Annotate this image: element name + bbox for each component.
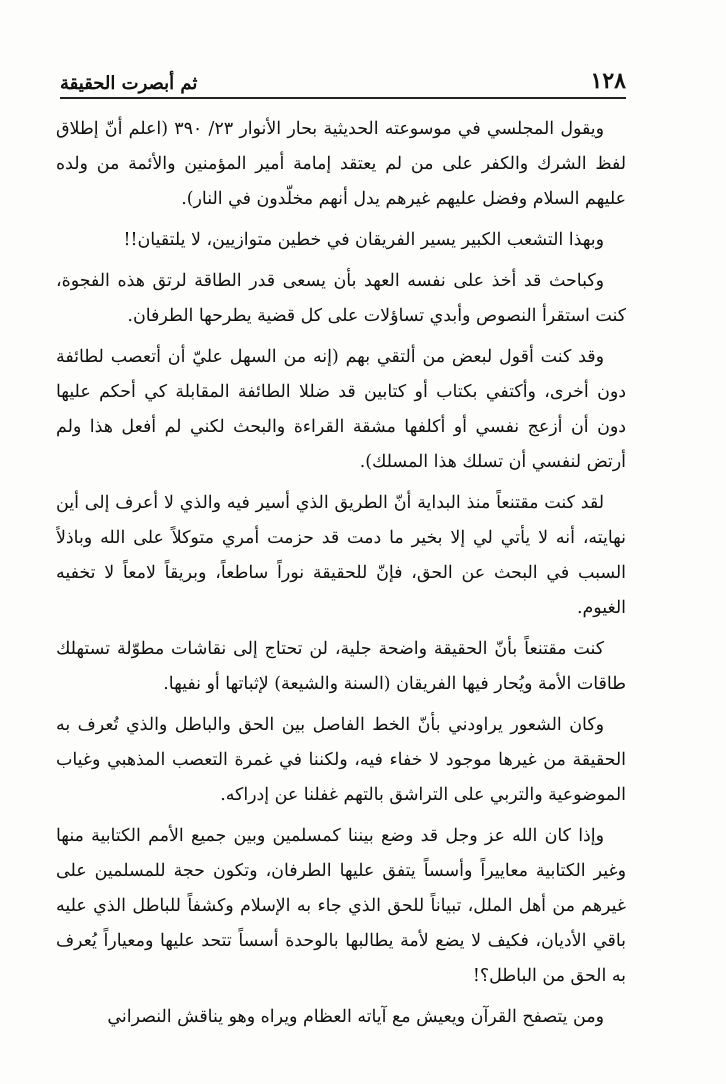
paragraph-7: وكان الشعور يراودني بأنّ الخط الفاصل بين الحق والباطل والذي تُعرف به الحقيقة من غيرها موجود لا خفاء فيه، ولكننا في غمرة التعصب المذهبي وغياب الموضوعية والتربي على التراشق بالتهم غفلنا عن إدراكه. <box>56 715 626 805</box>
paragraph-3: وكباحث قد أخذ على نفسه العهد بأن يسعى قدر الطاقة لرتق هذه الفجوة، كنت استقرأ النصوص وأبدي تساؤلات على كل قضية يطرحها الطرفان. <box>56 271 626 326</box>
page-number: ١٢٨ <box>590 68 626 94</box>
paragraph-8: وإذا كان الله عز وجل قد وضع بيننا كمسلمين وبين جميع الأمم الكتابية منها وغير الكتابية معاييراً وأسساً يتفق عليها الطرفان، وتكون حجة للمسلمين على غيرهم من أهل الملل، تبياناً للحق الذي جاء به الإسلام وكشفاً للباطل الذي عليه باقي الأديان، فكيف لا يضع لأمة يطالبها بالوحدة أسساً تتحد عليها ومعياراً يُعرف به الحق من الباطل؟! <box>56 826 626 986</box>
body-text <box>56 112 626 1064</box>
page-header <box>60 62 626 94</box>
running-title: ثم أبصرت الحقيقة <box>60 73 198 94</box>
header-divider <box>60 97 626 99</box>
paragraph-2: وبهذا التشعب الكبير يسير الفريقان في خطين متوازيين، لا يلتقيان!! <box>123 230 604 250</box>
paragraph-1: ويقول المجلسي في موسوعته الحديثية بحار الأنوار ٢٣/ ٣٩٠ (اعلم أنّ إطلاق لفظ الشرك والكفر على من لم يعتقد إمامة أمير المؤمنين والأئمة من ولده عليهم السلام وفضل عليهم غيرهم يدل أنهم مخلّدون في النار). <box>56 119 626 209</box>
paragraph-5: لقد كنت مقتنعاً منذ البداية أنّ الطريق الذي أسير فيه والذي لا أعرف إلى أين نهايته، أنه لا يأتي لي إلا بخير ما دمت قد حزمت أمري متوكلاً على الله وباذلاً السبب في البحث عن الحق، فإنّ للحقيقة نوراً ساطعاً، وبريقاً لامعاً لا تخفيه الغيوم. <box>56 493 626 618</box>
paragraph-9: ومن يتصفح القرآن ويعيش مع آياته العظام ويراه وهو يناقش النصراني <box>107 1007 604 1027</box>
paragraph-6: كنت مقتنعاً بأنّ الحقيقة واضحة جلية، لن تحتاج إلى نقاشات مطوّلة تستهلك طاقات الأمة ويُحار فيها الفريقان (السنة والشيعة) لإثباتها أو نفيها. <box>56 639 626 694</box>
paragraph-4: وقد كنت أقول لبعض من ألتقي بهم (إنه من السهل عليّ أن أتعصب لطائفة دون أخرى، وأكتفي بكتاب أو كتابين قد ضللا الطائفة المقابلة كي أحكم عليها دون أن أزعج نفسي أو أكلفها مشقة القراءة والبحث لكني لم أفعل هذا ولم أرتض لنفسي أن تسلك هذا المسلك). <box>56 347 626 472</box>
